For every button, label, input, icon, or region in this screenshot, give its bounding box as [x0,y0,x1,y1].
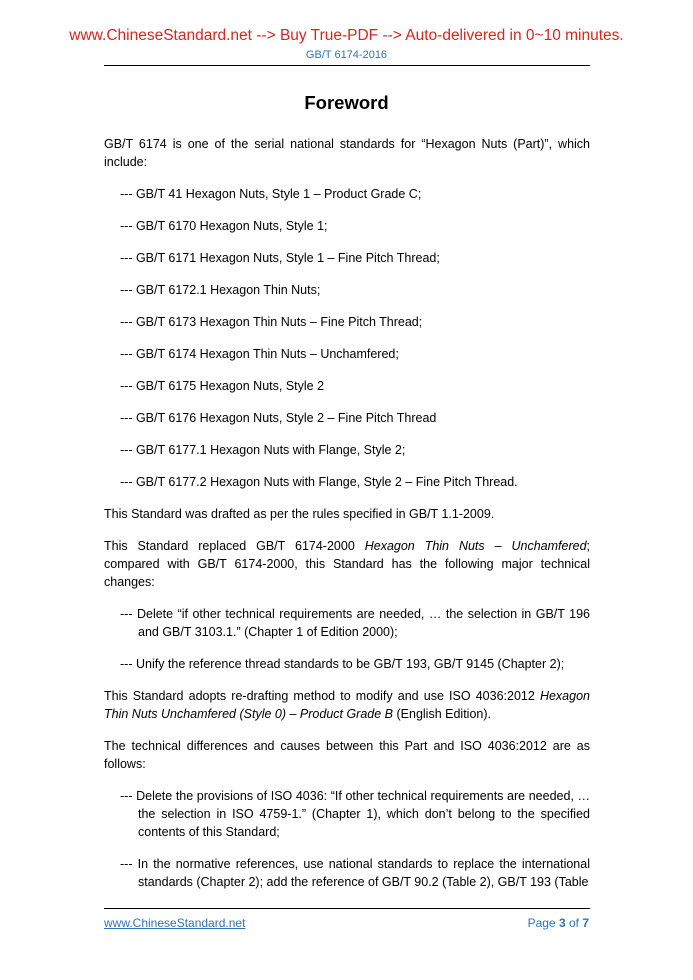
page-of: of [565,916,583,930]
list-item: --- GB/T 6173 Hexagon Thin Nuts – Fine Pitch Thread; [120,315,423,329]
list-item: --- GB/T 41 Hexagon Nuts, Style 1 – Product Grade C; [120,187,422,201]
page-prefix: Page [527,916,559,930]
list-item: --- GB/T 6177.2 Hexagon Nuts with Flange, Style 2 – Fine Pitch Thread. [120,475,518,489]
list-item: --- GB/T 6171 Hexagon Nuts, Style 1 – Fine Pitch Thread; [120,251,440,265]
standard-code: GB/T 6174-2016 [305,49,388,61]
page-current: 3 [558,916,566,930]
footer-divider [104,908,590,909]
adopts-title-italic: Hexagon Thin Nuts Unchamfered (Style 0) – Product Grade B [104,689,590,721]
list-item: --- Delete “if other technical requirements are needed, … the selection in GB/T 196 and GB/T 3103.1.” (Chapter 1 of Edition 2000); [120,607,590,639]
list-item: --- In the normative references, use national standards to replace the international standards (Chapter 2); add the reference of GB/T 90.2 (Table 2), GB/T 193 (Table [120,857,590,889]
replaced-text-pre: This Standard replaced GB/T 6174-2000 [104,539,365,553]
list-item: --- GB/T 6176 Hexagon Nuts, Style 2 – Fine Pitch Thread [120,411,437,425]
list-item: --- Delete the provisions of ISO 4036: “If other technical requirements are needed, …the selection in ISO 4759-1.” (Chapter 1), which don’t belong to the specified contents of this Standard; [120,789,590,839]
list-item: --- GB/T 6170 Hexagon Nuts, Style 1; [120,219,328,233]
adopts-text-pre: This Standard adopts re-drafting method to modify and use ISO 4036:2012 [104,689,540,703]
adopts-text-post: (English Edition). [393,707,491,721]
adopts-paragraph [104,687,590,723]
list-item: --- Unify the reference thread standards to be GB/T 193, GB/T 9145 (Chapter 2); [120,657,565,671]
list-item: --- GB/T 6175 Hexagon Nuts, Style 2 [120,379,325,393]
differences-intro: The technical differences and causes between this Part and ISO 4036:2012 are as follows: [104,739,590,771]
list-item: --- GB/T 6174 Hexagon Thin Nuts – Unchamfered; [120,347,399,361]
list-item: --- GB/T 6177.1 Hexagon Nuts with Flange, Style 2; [120,443,406,457]
page-title: Foreword [304,92,389,113]
header-divider [104,65,590,66]
header-banner[interactable]: www.ChineseStandard.net --> Buy True-PDF --> Auto-delivered in 0~10 minutes. [69,27,624,44]
intro-paragraph: GB/T 6174 is one of the serial national standards for “Hexagon Nuts (Part)”, which include: [104,137,590,169]
drafted-paragraph: This Standard was drafted as per the rules specified in GB/T 1.1-2009. [104,507,495,521]
list-item: --- GB/T 6172.1 Hexagon Thin Nuts; [120,283,321,297]
replaced-text-post: ; compared with GB/T 6174-2000, this Standard has the following major technical changes: [104,539,590,589]
page-total: 7 [582,916,589,930]
document-body [104,135,590,905]
page-number [528,916,589,931]
replaced-paragraph [104,537,590,591]
replaced-title-italic: Hexagon Thin Nuts – Unchamfered [364,539,587,553]
footer-website-link[interactable]: www.ChineseStandard.net [104,916,246,930]
